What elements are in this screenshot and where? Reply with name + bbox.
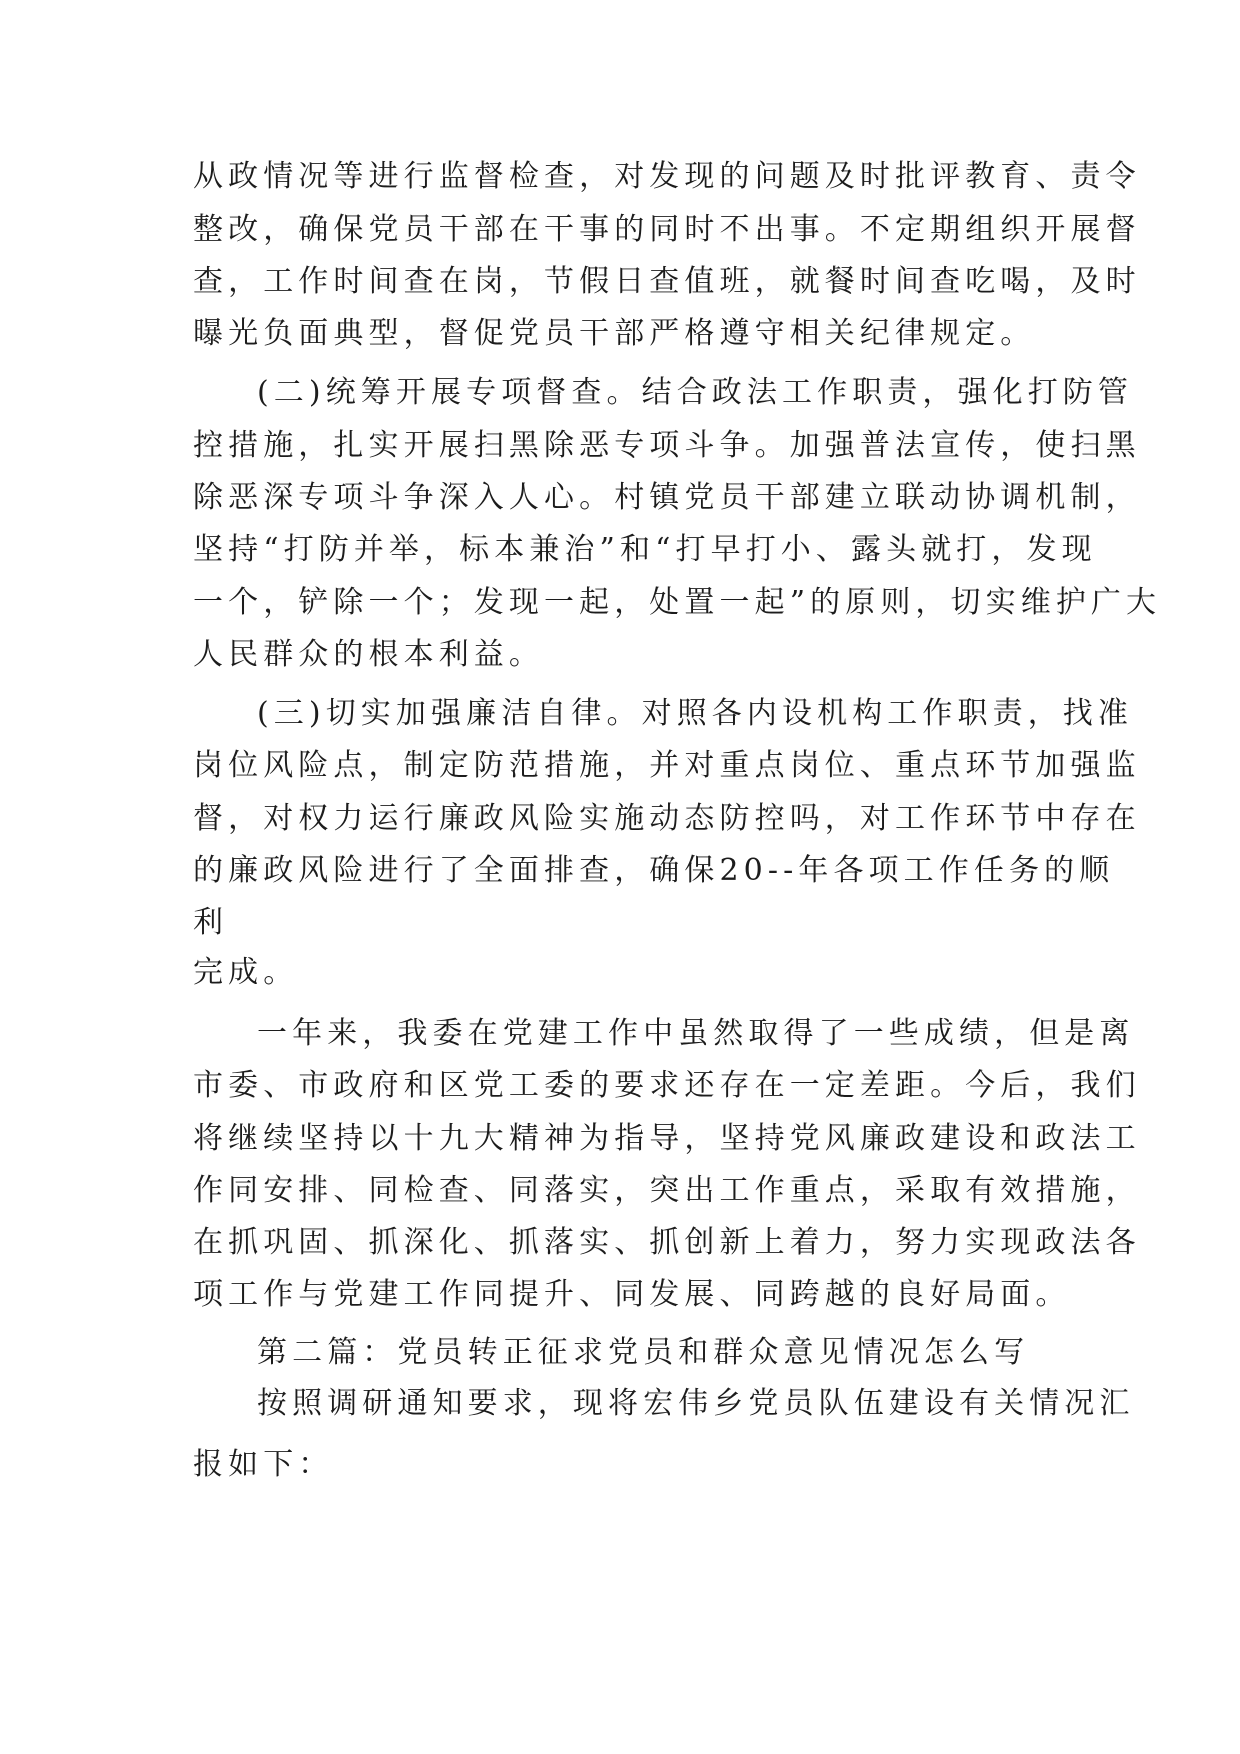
text-line: 从政情况等进行监督检查，对发现的问题及时批评教育、责令	[193, 159, 1141, 194]
text-line: 一年来，我委在党建工作中虽然取得了一些成绩，但是离	[257, 1016, 1135, 1051]
text-line: 坚持“打防并举，标本兼治”和“打早打小、露头就打，发现	[193, 532, 1097, 567]
text-line: 曝光负面典型，督促党员干部严格遵守相关纪律规定。	[193, 316, 1036, 351]
text-line: 完成。	[193, 955, 299, 990]
text-line: 控措施，扎实开展扫黑除恶专项斗争。加强普法宣传，使扫黑	[193, 428, 1141, 463]
text-line: 岗位风险点，制定防范措施，并对重点岗位、重点环节加强监	[193, 748, 1141, 783]
text-line: 除恶深专项斗争深入人心。村镇党员干部建立联动协调机制，	[193, 480, 1141, 515]
text-line: 按照调研通知要求，现将宏伟乡党员队伍建设有关情况汇	[257, 1386, 1135, 1421]
text-line: (二)统筹开展专项督查。结合政法工作职责，强化打防管	[257, 375, 1134, 410]
text-line: 在抓巩固、抓深化、抓落实、抓创新上着力，努力实现政法各	[193, 1225, 1141, 1260]
text-line: (三)切实加强廉洁自律。对照各内设机构工作职责，找准	[257, 696, 1134, 731]
text-line: 利	[193, 905, 229, 940]
text-line: 项工作与党建工作同提升、同发展、同跨越的良好局面。	[193, 1277, 1071, 1312]
text-line: 一个，铲除一个；发现一起，处置一起”的原则，切实维护广大	[193, 585, 1162, 620]
text-line: 报如下：	[193, 1447, 334, 1482]
text-line: 督，对权力运行廉政风险实施动态防控吗，对工作环节中存在	[193, 801, 1141, 836]
text-line: 作同安排、同检查、同落实，突出工作重点，采取有效措施，	[193, 1173, 1141, 1208]
text-line: 市委、市政府和区党工委的要求还存在一定差距。今后，我们	[193, 1068, 1141, 1103]
text-line: 查，工作时间查在岗，节假日查值班，就餐时间查吃喝，及时	[193, 264, 1141, 299]
text-line: 的廉政风险进行了全面排查，确保20--年各项工作任务的顺	[193, 853, 1115, 888]
text-line: 整改，确保党员干部在干事的同时不出事。不定期组织开展督	[193, 212, 1141, 247]
text-line: 人民群众的根本利益。	[193, 637, 544, 672]
text-line: 将继续坚持以十九大精神为指导，坚持党风廉政建设和政法工	[193, 1121, 1141, 1156]
section-heading: 第二篇：党员转正征求党员和群众意见情况怎么写	[257, 1335, 1030, 1370]
